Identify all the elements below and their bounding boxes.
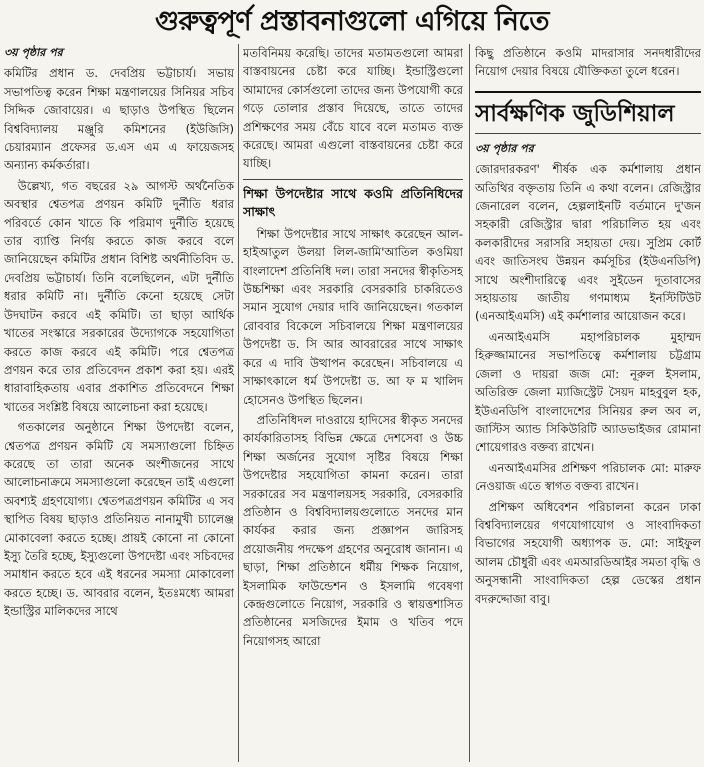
paragraph: জোরদারকরণ' শীর্ষক এক কর্মশালায় প্রধান অতিথির বক্তৃতায় তিনি এ কথা বলেন। রেজিস্ট্রার জেনারেল বলেন, হেল্পলাইনটি বর্তমানে দু'জন সহকারী রেজিস্ট্রার দ্বারা পরিচালিত হয় এবং কলকারীদের সরাসরি সহায়তা দেয়। সুপ্রিম কোর্ট এবং জাতিসংঘ উন্নয়ন কর্মসূচির (ইউএনডিপি) সাথে অংশীদারিত্বে এবং সুইডেন দূতাবাসের সহায়তায় জাতীয় গণমাধ্যম ইনস্টিটিউট (এনআইএমসি) এই কর্মশালার আয়োজন করে। [475, 162, 701, 324]
paragraph: এনআইএমসি মহাপরিচালক মুহাম্মদ হিরুজ্জামানের সভাপতিত্বে কর্মশালায় চট্টগ্রাম জেলা ও দায়রা জজ মো: নূরুল ইসলাম, অতিরিক্ত জেলা ম্যাজিস্ট্রেট সৈয়দ মাহবুবুল হক, ইউএনডিপি বাংলাদেশের সিনিয়র রুল অব ল, জাস্টিস অ্যান্ড সিকিউরিটি অ্যাডভাইজর রোমানা শোয়েগারও বক্তব্য রাখেন। [475, 329, 701, 455]
paragraph: গতকালের অনুষ্ঠানে শিক্ষা উপদেষ্টা বলেন, শ্বেতপত্র প্রণয়ন কমিটি যে সমস্যাগুলো চিহ্নিত করেছে তা তারা অনেক অংশীজনের সাথে আলোচনাক্রমে সমস্যাগুলো করেছেন তাই এগুলো অবশ্যই গ্রহণযোগ্য। শ্বেতপত্রপ্রণয়ন কমিটির এ সব স্থাপিত বিষয় ছাড়াও প্রতিনিয়ত নানামুখী চ্যালেঞ্জ মোকাবেলা করতে হচ্ছে। প্রায়ই কোনো না কোনো ইস্যু তৈরি হচ্ছে, ইস্যুগুলো উপদেষ্টা এবং সচিবদের সমাধান করতে হবে এই ধরনের সমস্যা মোকাবেলা করতে হচ্ছে। ড. আবরার বলেন, ইতঃমধ্যে আমরা ইন্ডাস্ট্রির মালিকদের সাথে [4, 420, 234, 619]
continued-label: ৩য় পৃষ্ঠার পর [4, 46, 63, 59]
article-headline: সার্বক্ষণিক জুডিশিয়াল [475, 91, 701, 134]
column-3 [475, 44, 701, 764]
paragraph: উল্লেখ্য, গত বছরের ২৯ আগস্ট অর্থনৈতিক অবস্থার শ্বেতপত্র প্রণয়ন কমিটি দুর্নীতি ধরার পরিবর্তে কোন খাতে কি পরিমাণ দুর্নীতি হয়েছে তার ব্যাপ্তি নির্ণয় করতে কাজ করবে বলে জানিয়েছেন কমিটির প্রধান বিশিষ্ট অর্থনীতিবিদ ড. দেবপ্রিয় ভট্টাচার্য। তিনি বলেছিলেন, এটা দুর্নীতি ধরার কমিটি না। দুর্নীতি কেনো হয়েছে সেটা উদঘাটন করবে এই কমিটি। তা ছাড়া আর্থিক খাতের সংস্কারে সরকারের উদ্যোগকে সহযোগিতা করতে কাজ করবে এই কমিটি। পরে শ্বেতপত্র প্রণয়ন করে তার প্রতিবেদন প্রকাশ করা হয়। এরই ধারাবাহিকতায় এবার প্রকাশিত প্রতিবেদনে শিক্ষা খাতের সংশ্লিষ্ট বিষয়ে আলোচনা করা হয়েছে। [4, 178, 234, 414]
column-divider [469, 44, 470, 762]
column-2 [243, 44, 463, 764]
paragraph: শিক্ষা উপদেষ্টার সাথে সাক্ষাৎ করেছেন আল-হাইআতুল উলয়া লিল-জামি'আতিল কওমিয়া বাংলাদেশ প্রতিনিধি দল। তারা সনদের স্বীকৃতিসহ উচ্চশিক্ষা এবং সরকারি বেসরকারি চাকরিতেও সমান সুযোগ দেয়ার দাবি জানিয়েছেন। গতকাল রোববার বিকেলে সচিবালয়ে শিক্ষা মন্ত্রণালয়ের উপদেষ্টা ড. সি আর আবরারের সাথে সাক্ষাৎ করে এ দাবি উত্থাপন করেছেন। সচিবালয়ে এ সাক্ষাৎকালে ধর্ম উপদেষ্টা ড. আ ফ ম খালিদ হোসেনও উপস্থিত ছিলেন। [243, 226, 463, 407]
paragraph: কমিটির প্রধান ড. দেবপ্রিয় ভট্টাচার্য। সভায় সভাপতিত্ব করেন শিক্ষা মন্ত্রণালয়ের সিনিয়র সচিব সিদ্দিক জোবায়ের। এ ছাড়াও উপস্থিত ছিলেন বিশ্ববিদ্যালয় মঞ্জুরি কমিশনের (ইউজিসি) চেয়ারম্যান প্রফেসর ড.এস এম এ ফায়েজসহ অন্যান্য কর্মকর্তারা। [4, 66, 234, 173]
paragraph: এনআইএমসির প্রশিক্ষণ পরিচালক মো: মারুফ নেওয়াজ এতে স্বাগত বক্তব্য রাখেন। [475, 460, 701, 494]
paragraph: প্রশিক্ষণ অধিবেশন পরিচালনা করেন ঢাকা বিশ্ববিদ্যালয়ের গণযোগাযোগ ও সাংবাদিকতা বিভাগের সহযোগী অধ্যাপক ড. মো: সাইফুল আলম চৌধুরী এবং এমআরডিআইর সমতা বৃদ্ধি ও অনুসন্ধানী সাংবাদিকতা হেল্প ডেস্কের প্রধান বদরুদ্দোজা বাবু। [475, 499, 701, 606]
paragraph: মতবিনিময় করেছি। তাদের মতামতগুলো আমরা বাস্তবায়নের চেষ্টা করে যাচ্ছি। ইন্ডাস্ট্রিগুলো আমাদের কোর্সগুলো তাদের জন্য উপযোগী করে গড়ে তোলার প্রস্তাব দিয়েছে, তাতে তাদের প্রশিক্ষণের সময় বেঁচে যাবে বলে মতামত ব্যক্ত করেছে। আমরা এগুলো বাস্তবায়নের চেষ্টা করে যাচ্ছি। [243, 46, 463, 171]
page-headline: গুরুত্বপূর্ণ প্রস্তাবনাগুলো এগিয়ে নিতে [155, 6, 549, 37]
continued-label: ৩য় পৃষ্ঠার পর [475, 141, 534, 155]
column-1 [4, 44, 234, 764]
paragraph: কিছু প্রতিষ্ঠানে কওমি মাদরাসার সনদধারীদের নিয়োগ দেয়ার বিষয়ে যৌক্তিকতা তুলে ধরেন। [475, 46, 701, 79]
paragraph: প্রতিনিধিদল দাওরায়ে হাদিসের স্বীকৃত সনদের কার্যকারিতাসহ বিভিন্ন ক্ষেত্রে দেশসেবা ও উচ্চ শিক্ষা অর্জনের সুযোগ সৃষ্টির বিষয়ে শিক্ষা উপদেষ্টার সহযোগিতা কামনা করেন। তারা সরকারের সব মন্ত্রণালয়সহ সরকারি, বেসরকারি প্রতিষ্ঠান ও বিশ্ববিদ্যালয়গুলোতে সনদের মান কার্যকর করার জন্য প্রজ্ঞাপন জারিসহ প্রয়োজনীয় পদক্ষেপ গ্রহণের অনুরোধ জানান। এ ছাড়া, শিক্ষা প্রতিষ্ঠানে ধর্মীয় শিক্ষক নিয়োগ, ইসলামিক ফাউন্ডেশন ও ইসলামি গবেষণা কেন্দ্রগুলোতে নিয়োগ, সরকারি ও স্বায়ত্তশাসিত প্রতিষ্ঠানের মসজিদের ইমাম ও খতিব পদে নিয়োগসহ আরো [243, 412, 463, 648]
column-divider [238, 44, 239, 762]
section-subheading: শিক্ষা উপদেষ্টার সাথে কওমি প্রতিনিধিদের সাক্ষাৎ [243, 179, 463, 221]
